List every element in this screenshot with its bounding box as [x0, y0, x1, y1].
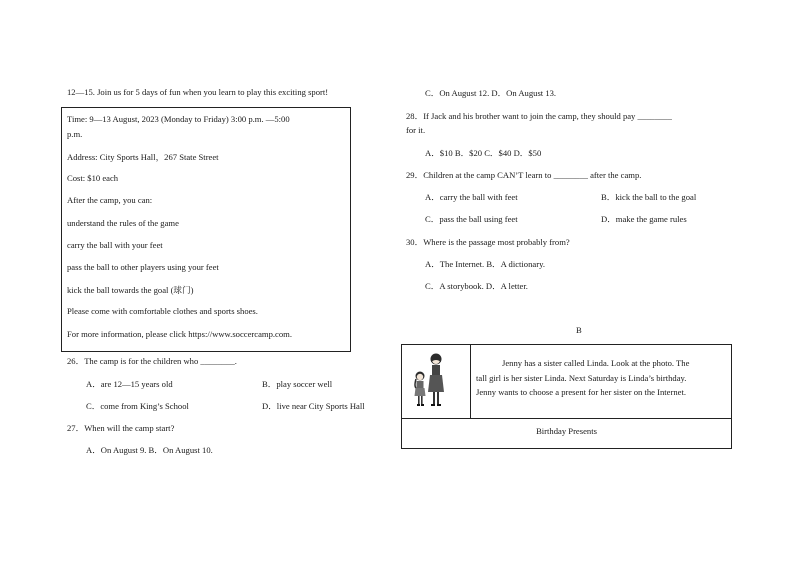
- q29-option-a: A．carry the ball with feet: [425, 192, 518, 202]
- table-row-divider: [401, 418, 732, 419]
- q26-option-c: C．come from King’s School: [86, 401, 189, 411]
- ad-after: After the camp, you can:: [67, 195, 153, 205]
- ad-item-pass: pass the ball to other players using your feet: [67, 262, 219, 272]
- q27-options-ab: A．On August 9. B．On August 10.: [86, 445, 213, 455]
- q29-option-c: C．pass the ball using feet: [425, 214, 518, 224]
- q29-option-b: B．kick the ball to the goal: [601, 192, 697, 202]
- q30-options-cd: C．A storybook. D．A letter.: [425, 281, 528, 291]
- reading-intro: 12—15. Join us for 5 days of fun when you learn to play this exciting sport!: [67, 87, 329, 97]
- passage-line3: Jenny wants to choose a present for her sister on the Internet.: [476, 387, 687, 397]
- q26-option-a: A．are 12—15 years old: [86, 379, 173, 389]
- ad-item-kick: kick the ball towards the goal (球门): [67, 285, 194, 295]
- q26-option-d: D．live near City Sports Hall: [262, 401, 365, 411]
- q26-option-b: B．play soccer well: [262, 379, 333, 389]
- ad-please: Please come with comfortable clothes and sports shoes.: [67, 306, 258, 316]
- q28-stem-line1: 28．If Jack and his brother want to join the camp, they should pay ________: [406, 111, 672, 121]
- q29-stem: 29．Children at the camp CAN’T learn to ________ after the camp.: [406, 170, 642, 180]
- passage-line2: tall girl is her sister Linda. Next Saturday is Linda’s birthday.: [476, 373, 687, 383]
- q28-options: A．$10 B．$20 C．$40 D．$50: [425, 148, 542, 158]
- passage-line1: Jenny has a sister called Linda. Look at the photo. The: [502, 358, 690, 368]
- q28-stem-line2: for it.: [406, 125, 426, 135]
- table-column-divider: [470, 344, 471, 418]
- q27-options-cd: C．On August 12. D．On August 13.: [425, 88, 557, 98]
- ad-address: Address: City Sports Hall，267 State Street: [67, 152, 219, 162]
- ad-more-info: For more information, please click https://www.soccercamp.com.: [67, 329, 292, 339]
- sisters-photo-icon: [405, 348, 465, 412]
- ad-item-carry: carry the ball with your feet: [67, 240, 163, 250]
- table-caption: Birthday Presents: [536, 426, 597, 436]
- ad-time-line2: p.m.: [67, 129, 83, 139]
- q29-option-d: D．make the game rules: [601, 214, 687, 224]
- q30-stem: 30．Where is the passage most probably from?: [406, 237, 570, 247]
- q26-stem: 26．The camp is for the children who ________.: [67, 356, 237, 366]
- q27-stem: 27．When will the camp start?: [67, 423, 175, 433]
- ad-item-rules: understand the rules of the game: [67, 218, 179, 228]
- ad-time-line1: Time: 9—13 August, 2023 (Monday to Friday) 3:00 p.m. —5:00: [67, 114, 290, 124]
- q30-options-ab: A．The Internet. B．A dictionary.: [425, 259, 545, 269]
- section-b-heading: B: [576, 325, 582, 335]
- ad-cost: Cost: $10 each: [67, 173, 119, 183]
